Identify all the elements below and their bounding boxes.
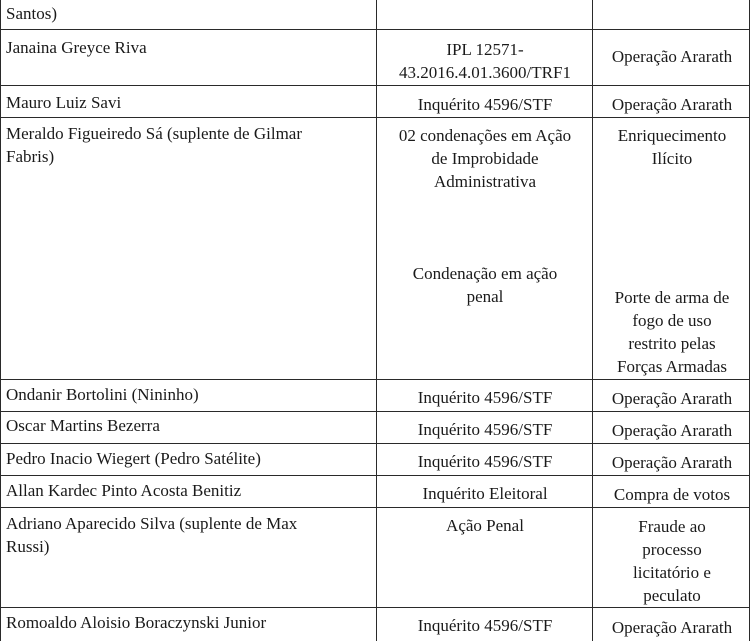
row-divider [0, 85, 750, 86]
table-row-name: Mauro Luiz Savi [6, 93, 122, 112]
table-row-name: Janaina Greyce Riva [6, 38, 147, 57]
row-divider [0, 443, 750, 444]
table-row-name [6, 512, 374, 558]
row-divider [0, 379, 750, 380]
process-line: Condenação em ação [412, 264, 558, 283]
table-row-case [594, 286, 750, 378]
table-row-process: Inquérito 4596/STF [417, 616, 553, 635]
name-line: Russi) [6, 537, 50, 556]
case-line: processo [642, 540, 702, 559]
process-line: 02 condenações em Ação [398, 126, 572, 145]
table-row-case: Operação Ararath [611, 618, 733, 637]
case-line: Forças Armadas [616, 357, 727, 376]
row-divider [0, 29, 750, 30]
name-line: Fabris) [6, 147, 55, 166]
table-row-process: Inquérito 4596/STF [417, 95, 553, 114]
case-line: peculato [643, 586, 701, 605]
table-row-case: Operação Ararath [611, 47, 733, 66]
table-row-case: Operação Ararath [611, 389, 733, 408]
row-divider [0, 475, 750, 476]
table-row-process [380, 124, 590, 193]
row-divider [0, 507, 750, 508]
name-line: Adriano Aparecido Silva (suplente de Max [6, 514, 298, 533]
case-line: Fraude ao [638, 517, 706, 536]
case-line: Enriquecimento [617, 126, 727, 145]
table-row-process: Inquérito 4596/STF [417, 420, 553, 439]
table-row-case: Compra de votos [613, 485, 731, 504]
table-row-name: Romoaldo Aloisio Boraczynski Junior [6, 613, 267, 632]
table-row-case [594, 124, 750, 170]
name-line: Meraldo Figueiredo Sá (suplente de Gilmar [6, 124, 303, 143]
row-divider [0, 411, 750, 412]
process-line: IPL 12571- [446, 40, 524, 59]
row-divider [0, 607, 750, 608]
table-row-process: Inquérito Eleitoral [422, 484, 548, 503]
table-row-name: Ondanir Bortolini (Nininho) [6, 385, 199, 404]
case-line: fogo de uso [632, 311, 712, 330]
table-row-case: Operação Ararath [611, 95, 733, 114]
column-divider-1 [376, 0, 377, 641]
table-border-left [0, 0, 1, 641]
table-row-process: Ação Penal [446, 516, 524, 535]
table-row-name: Oscar Martins Bezerra [6, 416, 160, 435]
process-line: Administrativa [434, 172, 536, 191]
case-line: licitatório e [633, 563, 711, 582]
table-row-case: Operação Ararath [611, 453, 733, 472]
table-row-name: Allan Kardec Pinto Acosta Benitiz [6, 481, 242, 500]
table-row-process: Inquérito 4596/STF [417, 452, 553, 471]
table-row-process: Inquérito 4596/STF [417, 388, 553, 407]
table-row-case: Operação Ararath [611, 421, 733, 440]
column-divider-2 [592, 0, 593, 641]
case-line: restrito pelas [628, 334, 716, 353]
row-divider [0, 117, 750, 118]
case-line: Porte de arma de [614, 288, 730, 307]
process-line: 43.2016.4.01.3600/TRF1 [399, 63, 571, 82]
process-line: penal [466, 287, 504, 306]
process-line: de Improbidade [431, 149, 539, 168]
table-row-process [380, 262, 590, 308]
table-row-process [380, 38, 590, 84]
table-row-name [6, 122, 374, 168]
case-line: Ilícito [651, 149, 693, 168]
table-row-name: Pedro Inacio Wiegert (Pedro Satélite) [6, 449, 261, 468]
table-row-case [594, 515, 750, 607]
table-row-name: Santos) [6, 4, 57, 23]
